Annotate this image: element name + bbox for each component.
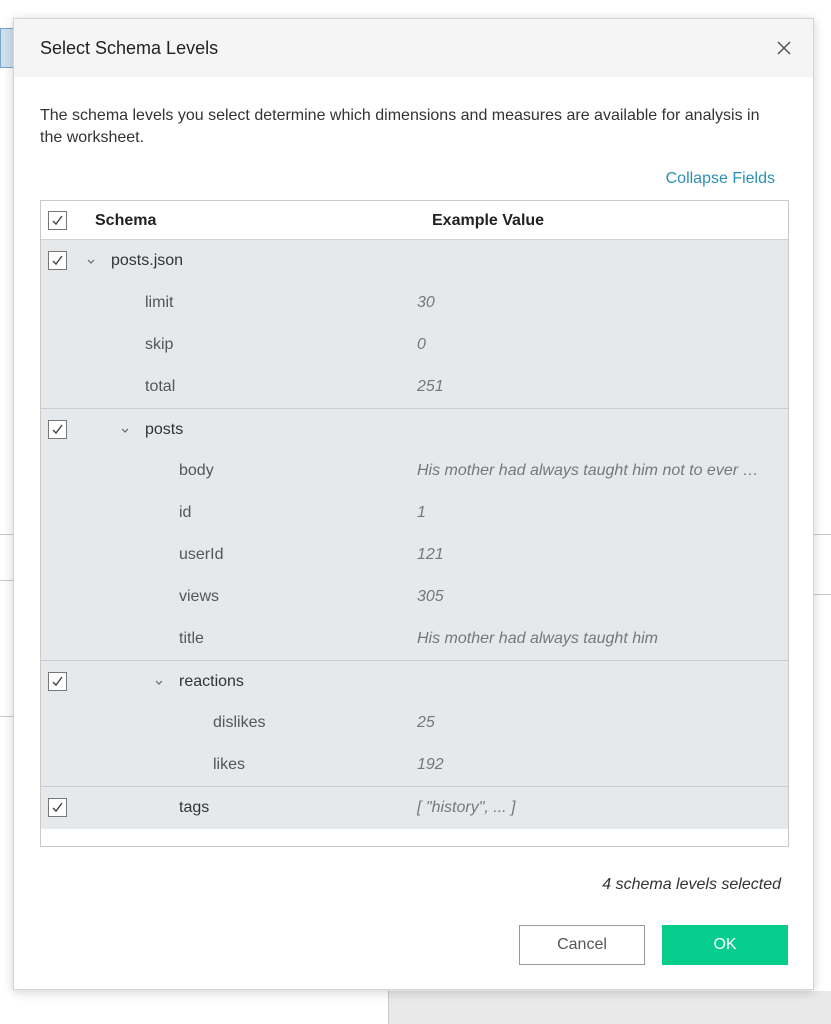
dialog-title: Select Schema Levels [40,38,219,58]
column-header-schema: Schema [95,212,157,229]
example-value: 305 [417,588,444,605]
field-name: limit [145,294,174,311]
schema-level-row[interactable] [41,786,788,828]
example-value: His mother had always taught him [417,630,658,647]
checkmark-icon [51,423,64,436]
column-header-example-value: Example Value [432,212,545,229]
schema-table [40,200,789,847]
field-row [41,744,788,786]
checkmark-icon [51,254,64,267]
schema-level-name: tags [179,799,210,816]
schema-level-row[interactable] [41,408,788,450]
schema-level-checkbox[interactable] [48,251,67,270]
background-divider [388,991,389,1024]
field-name: id [179,504,192,521]
background-divider [814,594,831,595]
select-schema-levels-dialog [13,18,814,990]
checkmark-icon [51,801,64,814]
field-name: userId [179,546,224,563]
collapse-fields-link[interactable]: Collapse Fields [665,170,775,187]
field-row [41,618,788,660]
example-value: His mother had always taught him not to ever … [417,462,759,479]
example-value: [ "history", ... ] [417,799,516,816]
background-divider [0,580,13,581]
select-all-checkbox[interactable] [48,211,67,230]
background-app-selection [0,28,14,68]
schema-level-name: posts [145,421,184,438]
close-icon [776,40,792,56]
field-name: likes [213,756,246,773]
checkmark-icon [51,214,64,227]
field-name: total [145,378,176,395]
chevron-down-icon[interactable] [85,255,97,267]
cancel-button[interactable]: Cancel [519,925,645,965]
chevron-down-icon[interactable] [119,424,131,436]
field-row [41,492,788,534]
background-divider [814,534,831,535]
schema-level-name: reactions [179,673,244,690]
table-body [41,240,788,829]
background-divider [0,534,13,535]
background-divider [0,716,13,717]
field-row [41,576,788,618]
example-value: 1 [417,504,426,521]
example-value: 192 [417,756,444,773]
ok-button[interactable]: OK [662,925,788,965]
schema-level-checkbox[interactable] [48,798,67,817]
field-row [41,324,788,366]
example-value: 0 [417,336,426,353]
field-row [41,450,788,492]
dialog-description: The schema levels you select determine which dimensions and measures are available for analysis in the worksheet. [40,107,760,146]
field-name: dislikes [213,714,266,731]
field-row [41,366,788,408]
field-row [41,702,788,744]
schema-level-row[interactable] [41,240,788,282]
schema-level-checkbox[interactable] [48,672,67,691]
field-name: title [179,630,204,647]
selected-count-status: 4 schema levels selected [602,876,781,893]
example-value: 25 [417,714,435,731]
table-header [41,201,788,240]
example-value: 121 [417,546,444,563]
example-value: 30 [417,294,435,311]
example-value: 251 [417,378,444,395]
table-empty-space [41,829,788,846]
field-name: views [179,588,220,605]
close-button[interactable] [771,35,797,61]
dialog-title-bar [14,19,813,77]
field-name: body [179,462,214,479]
schema-level-name: posts.json [111,252,184,269]
schema-level-checkbox[interactable] [48,420,67,439]
schema-level-row[interactable] [41,660,788,702]
field-row [41,534,788,576]
checkmark-icon [51,675,64,688]
field-name: skip [145,336,174,353]
background-panel [389,991,831,1024]
chevron-down-icon[interactable] [153,676,165,688]
field-row [41,282,788,324]
